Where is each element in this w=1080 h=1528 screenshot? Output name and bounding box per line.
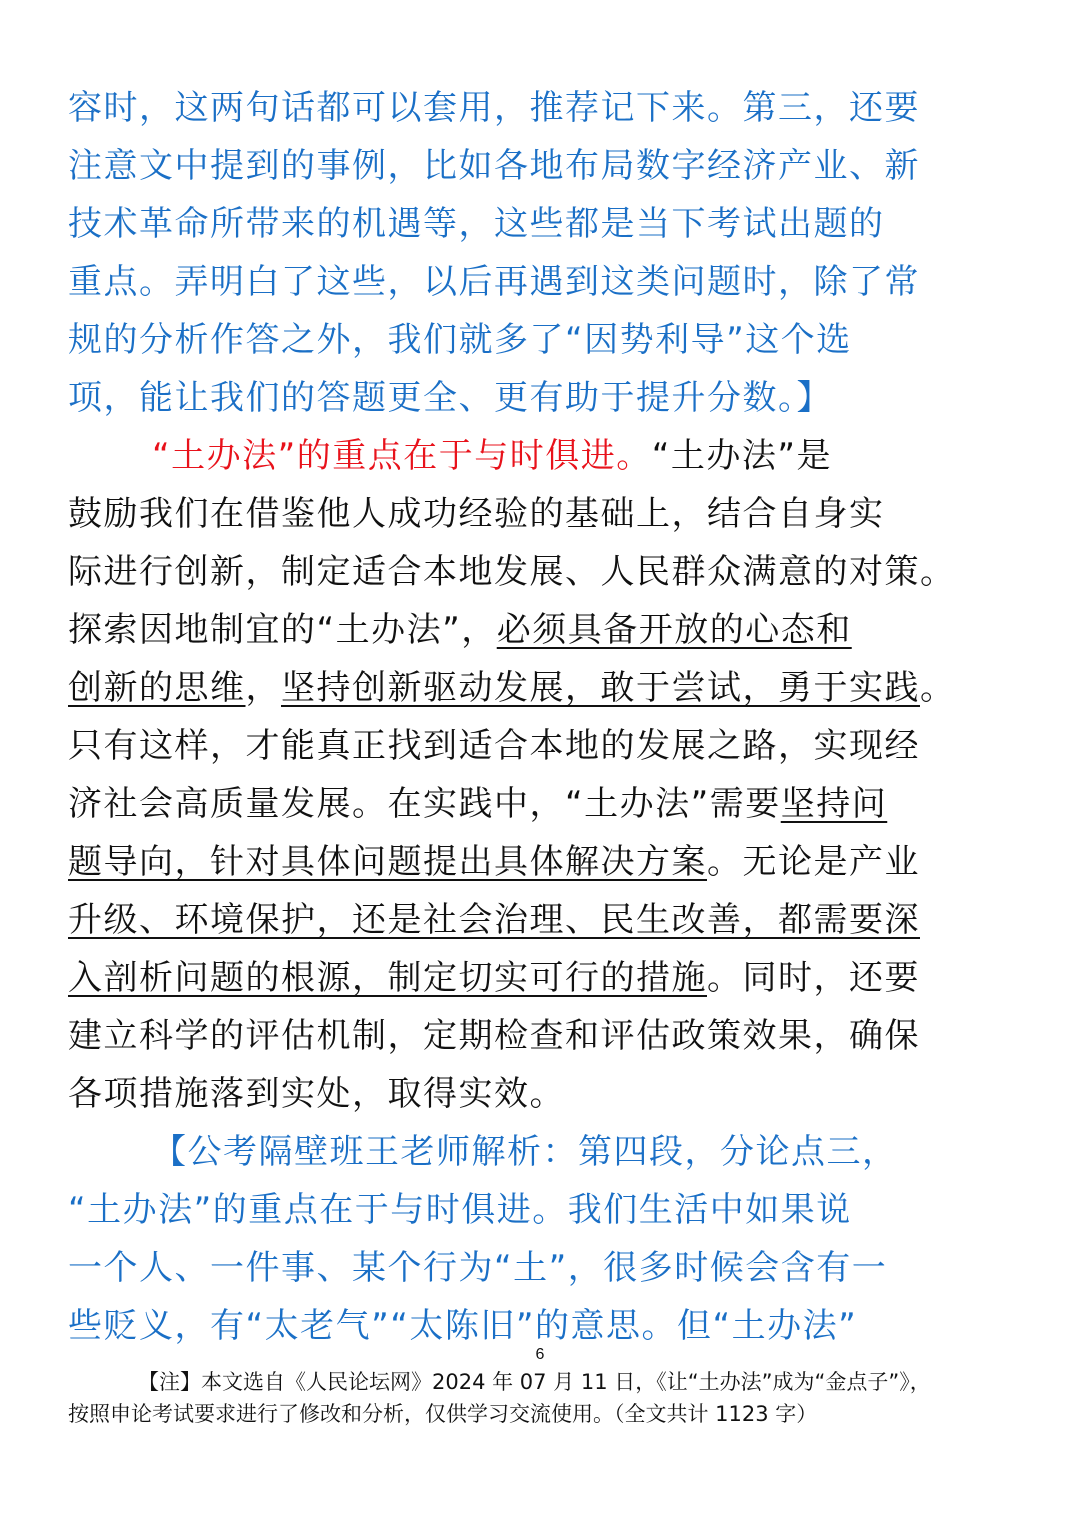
- underlined-text: 入剖析问题的根源，制定切实可行的措施: [68, 958, 707, 998]
- analysis-line: 项，能让我们的答题更全、更有助于提升分数。】: [68, 378, 832, 418]
- analysis-line: 【公考隔壁班王老师解析：第四段，分论点三，: [152, 1132, 898, 1172]
- body-text: 。: [920, 668, 956, 708]
- analysis-line: 规的分析作答之外，我们就多了“因势利导”这个选: [68, 320, 852, 360]
- body-line: [68, 833, 1014, 891]
- body-text: 探索因地制宜的“土办法”，: [68, 610, 497, 650]
- underlined-text: 坚持问: [780, 784, 888, 824]
- analysis-line: 注意文中提到的事例，比如各地布局数字经济产业、新: [68, 146, 920, 186]
- body-line: 际进行创新，制定适合本地发展、人民群众满意的对策。: [68, 552, 956, 592]
- body-line: [68, 427, 1014, 485]
- body-line: 鼓励我们在借鉴他人成功经验的基础上，结合自身实: [68, 494, 885, 534]
- page-number: 6: [535, 1346, 545, 1363]
- underlined-text: 题导向，针对具体问题提出具体解决方案: [68, 842, 707, 882]
- body-text: ，: [245, 668, 281, 708]
- source-note-line: 按照申论考试要求进行了修改和分析，仅供学习交流使用。（全文共计 1123 字）: [68, 1402, 818, 1426]
- underlined-text: 必须具备开放的心态和: [496, 610, 852, 650]
- underlined-text: 创新的思维: [68, 668, 246, 708]
- analysis-line: 容时，这两句话都可以套用，推荐记下来。第三，还要: [68, 88, 920, 128]
- underlined-text: 坚持创新驱动发展，敢于尝试，勇于实践: [281, 668, 920, 708]
- analysis-line: 技术革命所带来的机遇等，这些都是当下考试出题的: [68, 204, 885, 244]
- body-text: 济社会高质量发展。在实践中，“土办法”需要: [68, 784, 781, 824]
- analysis-line: “土办法”的重点在于与时俱进。我们生活中如果说: [68, 1190, 852, 1230]
- body-line: [68, 949, 1014, 1007]
- analysis-line: 些贬义，有“太老气”“太陈旧”的意思。但“土办法”: [68, 1306, 858, 1346]
- subpoint-heading: “土办法”的重点在于与时俱进。: [152, 436, 652, 476]
- body-line: 各项措施落到实处，取得实效。: [68, 1074, 565, 1114]
- body-text: 。同时，还要: [707, 958, 920, 998]
- analysis-line: 重点。弄明白了这些，以后再遇到这类问题时，除了常: [68, 262, 920, 302]
- analysis-line: 一个人、一件事、某个行为“土”，很多时候会含有一: [68, 1248, 888, 1288]
- body-line: [68, 659, 1014, 717]
- body-text: “土办法”是: [651, 436, 832, 476]
- body-line: 只有这样，才能真正找到适合本地的发展之路，实现经: [68, 726, 920, 766]
- body-line: [68, 775, 1014, 833]
- body-line: 建立科学的评估机制，定期检查和评估政策效果，确保: [68, 1016, 920, 1056]
- body-line: [68, 601, 1014, 659]
- body-text: 。无论是产业: [707, 842, 920, 882]
- source-note-line: 【注】本文选自《人民论坛网》2024 年 07 月 11 日，《让“土办法”成为“金点子”》，: [138, 1370, 931, 1394]
- underlined-line: 升级、环境保护，还是社会治理、民生改善，都需要深: [68, 900, 920, 940]
